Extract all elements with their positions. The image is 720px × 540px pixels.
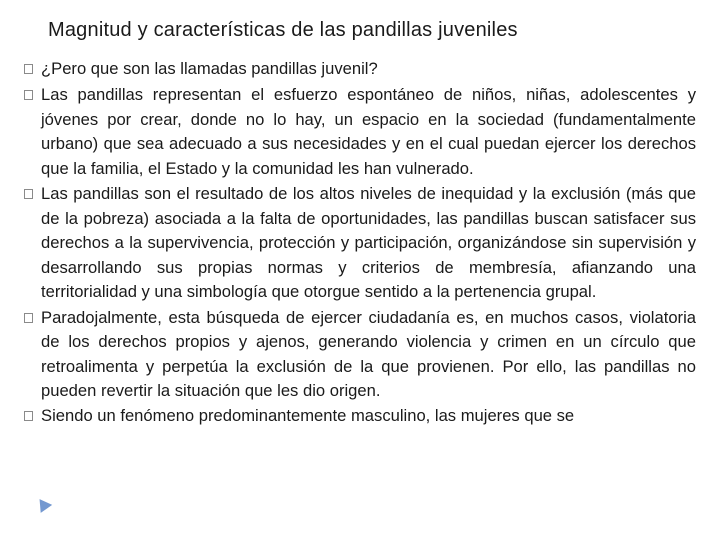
bullet-text: ¿Pero que son las llamadas pandillas juvenil? [41, 59, 378, 78]
bullet-item [24, 57, 696, 81]
bullet-text: Las pandillas representan el esfuerzo espontáneo de niños, niñas, adolescentes y jóvenes por crear, donde no lo hay, un espacio en la sociedad (fundamentalmente urbano) que sea adecuado a sus necesidades y en el cual puedan ejercer los derechos que la familia, el Estado y la comunidad les han vulnerado. [41, 85, 696, 178]
bullet-item [24, 404, 696, 429]
slide-title: Magnitud y características de las pandillas juveniles [48, 19, 518, 41]
bullet-item [24, 83, 696, 181]
bullet-marker-icon [24, 411, 33, 421]
pointer-cursor-icon [34, 495, 52, 513]
bullet-item [24, 182, 696, 305]
bullet-marker-icon [24, 313, 33, 323]
bullet-item [24, 306, 696, 404]
bullet-text: Paradojalmente, esta búsqueda de ejercer ciudadanía es, en muchos casos, violatoria de los derechos propios y ajenos, generando violencia y crimen en un círculo que retroalimenta y perpetúa la exclusión de la que provienen. Por ello, las pandillas no pueden revertir la situación que les dio origen. [41, 307, 696, 400]
bullet-marker-icon [24, 189, 33, 199]
bullet-list [24, 57, 696, 428]
bullet-text: Las pandillas son el resultado de los altos niveles de inequidad y la exclusión (más que de la pobreza) asociada a la falta de oportunidades, las pandillas buscan satisfacer sus derechos a la supervivencia, protección y participación, organizándose sin supervisión y desarrollando sus propias normas y criterios de membresía, afianzando una territorialidad y una simbología que otorgue sentido a la pertenencia grupal. [41, 184, 696, 301]
bullet-text: Siendo un fenómeno predominantemente masculino, las mujeres que se [41, 405, 575, 425]
bullet-marker-icon [24, 90, 33, 100]
bullet-marker-icon [24, 64, 33, 74]
